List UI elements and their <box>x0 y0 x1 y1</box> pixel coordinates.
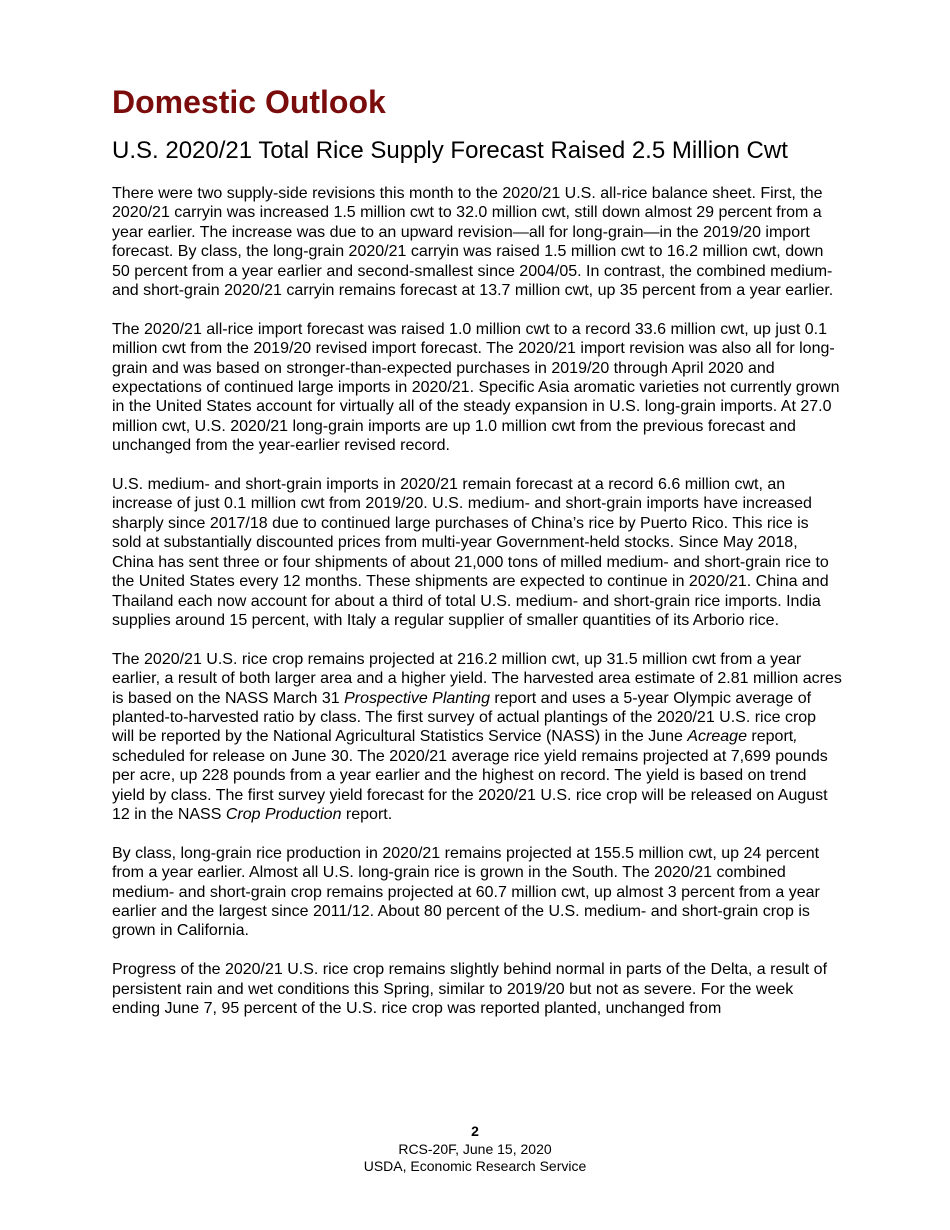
agency-name: USDA, Economic Research Service <box>363 1158 587 1174</box>
document-body <box>112 82 842 1038</box>
text-run: report. <box>341 805 393 823</box>
page-footer <box>0 1123 950 1176</box>
article-subtitle: U.S. 2020/21 Total Rice Supply Forecast Raised 2.5 Million Cwt <box>112 137 788 164</box>
report-title-acreage: Acreage <box>687 728 747 746</box>
paragraph-medium-short-imports: U.S. medium- and short-grain imports in 2020/21 remain forecast at a record 6.6 million cwt, an increase of just 0.1 million cwt from 2019/20. U.S. medium- and short-grain imports have increased sharply since 2017/18 due to continued large purchases of China’s rice by Puerto Rico. This rice is sold at substantially discounted prices from multi-year Government-held stocks. Since May 2018, China has sent three or four shipments of about 21,000 tons of milled medium- and short-grain rice to the United States every 12 months. These shipments are expected to continue in 2020/21. China and Thailand each now account for about a third of total U.S. medium- and short-grain rice imports. India supplies around 15 percent, with Italy a regular supplier of smaller quantities of its Arborio rice. <box>112 476 829 629</box>
report-title-prospective-planting: Prospective Planting <box>344 689 490 707</box>
section-title: Domestic Outlook <box>112 84 386 120</box>
paragraph-carryin: There were two supply-side revisions this month to the 2020/21 U.S. all-rice balance sheet. First, the 2020/21 carryin was increased 1.5 million cwt to 32.0 million cwt, still down almost 29 percent from a year earlier. The increase was due to an upward revision—all for long-grain—in the 2019/20 import forecast. By class, the long-grain 2020/21 carryin was raised 1.5 million cwt to 16.2 million cwt, down 50 percent from a year earlier and second-smallest since 2004/05. In contrast, the combined medium- and short-grain 2020/21 carryin remains forecast at 13.7 million cwt, up 35 percent from a year earlier. <box>112 185 834 300</box>
paragraph-imports: The 2020/21 all-rice import forecast was raised 1.0 million cwt to a record 33.6 million cwt, up just 0.1 million cwt from the 2019/20 revised import forecast. The 2020/21 import revision was also all for long-grain and was based on stronger-than-expected purchases in 2019/20 through April 2020 and expectations of continued large imports in 2020/21. Specific Asia aromatic varieties not currently grown in the United States account for virtually all of the steady expansion in U.S. long-grain imports. At 27.0 million cwt, U.S. 2020/21 long-grain imports are up 1.0 million cwt from the previous forecast and unchanged from the year-earlier revised record. <box>112 320 840 455</box>
paragraph-by-class: By class, long-grain rice production in 2020/21 remains projected at 155.5 million cwt, up 24 percent from a year earlier. Almost all U.S. long-grain rice is grown in the South. The 2020/21 combined medium- and short-grain crop remains projected at 60.7 million cwt, up almost 3 percent from a year earlier and the largest since 2011/12. About 80 percent of the U.S. medium- and short-grain crop is grown in California. <box>112 844 820 940</box>
paragraph-crop-projection <box>112 650 842 825</box>
report-id: RCS-20F, June 15, 2020 <box>398 1140 552 1157</box>
page-number: 2 <box>471 1123 479 1139</box>
text-run: report <box>746 728 794 746</box>
text-run: scheduled for release on June 30. The 2020/21 average rice yield remains projected at 7,699 pounds per acre, up 228 pounds from a year earlier and the highest on record. The yield is based on trend yield by class. The first survey yield forecast for the 2020/21 U.S. rice crop will be released on August 12 in the NASS <box>112 747 828 823</box>
text-run-italic: , <box>793 728 798 746</box>
text-run: report and uses a 5-year Olympic average of planted-to-harvested ratio by class. The first survey of actual plantings of the 2020/21 U.S. rice crop will be reported by the National Agricultural Statistics Service (NASS) in the June <box>112 689 817 746</box>
report-title-crop-production: Crop Production <box>225 805 342 823</box>
text-run: The 2020/21 U.S. rice crop remains projected at 216.2 million cwt, up 31.5 million cwt from a year earlier, a result of both larger area and a higher yield. The harvested area estimate of 2.81 million acres is based on the NASS March 31 <box>112 650 842 707</box>
paragraph-crop-progress: Progress of the 2020/21 U.S. rice crop remains slightly behind normal in parts of the Delta, a result of persistent rain and wet conditions this Spring, similar to 2019/20 but not as severe. For the week ending June 7, 95 percent of the U.S. rice crop was reported planted, unchanged from <box>112 961 828 1017</box>
